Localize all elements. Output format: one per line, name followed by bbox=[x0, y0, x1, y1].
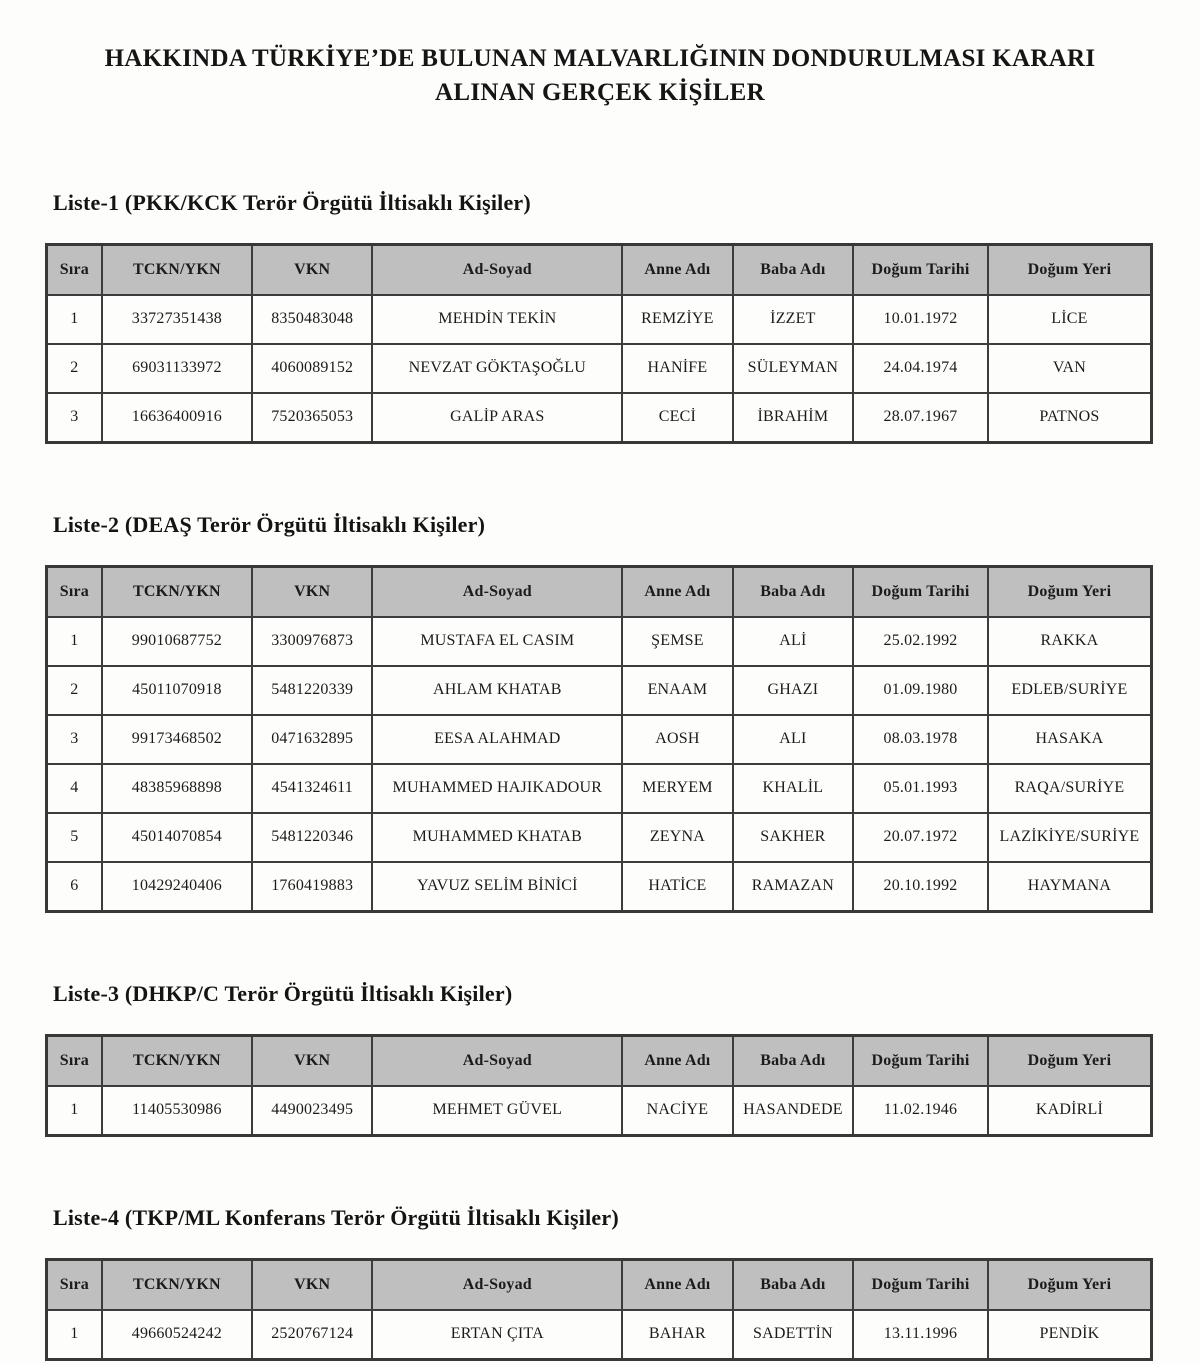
cell: 28.07.1967 bbox=[853, 393, 988, 443]
cell: 24.04.1974 bbox=[853, 344, 988, 393]
column-header: Baba Adı bbox=[733, 1259, 853, 1310]
list-heading-1: Liste-1 (PKK/KCK Terör Örgütü İltisaklı Kişiler) bbox=[53, 189, 531, 215]
column-header: Doğum Tarihi bbox=[853, 1259, 988, 1310]
cell: 4541324611 bbox=[252, 764, 372, 813]
cell: PENDİK bbox=[988, 1310, 1152, 1360]
cell: RAKKA bbox=[988, 617, 1152, 666]
column-header: Sıra bbox=[47, 1259, 102, 1310]
cell: 2520767124 bbox=[252, 1310, 372, 1360]
cell: 10.01.1972 bbox=[853, 295, 988, 344]
cell: 11405530986 bbox=[102, 1086, 252, 1136]
cell: 1 bbox=[47, 617, 102, 666]
cell: CECİ bbox=[622, 393, 733, 443]
persons-table-3 bbox=[45, 1034, 1153, 1137]
cell: 5481220346 bbox=[252, 813, 372, 862]
cell: 45011070918 bbox=[102, 666, 252, 715]
cell: 08.03.1978 bbox=[853, 715, 988, 764]
table-row bbox=[47, 344, 1152, 393]
cell: 1 bbox=[47, 1086, 102, 1136]
cell: NEVZAT GÖKTAŞOĞLU bbox=[372, 344, 622, 393]
cell: AOSH bbox=[622, 715, 733, 764]
cell: PATNOS bbox=[988, 393, 1152, 443]
cell: 3 bbox=[47, 393, 102, 443]
table-row bbox=[47, 862, 1152, 912]
header-row bbox=[47, 1259, 1152, 1310]
cell: MEHDİN TEKİN bbox=[372, 295, 622, 344]
cell: 7520365053 bbox=[252, 393, 372, 443]
cell: KADİRLİ bbox=[988, 1086, 1152, 1136]
cell: AHLAM KHATAB bbox=[372, 666, 622, 715]
cell: 1760419883 bbox=[252, 862, 372, 912]
column-header: Baba Adı bbox=[733, 566, 853, 617]
page-title-line2: ALINAN GERÇEK KİŞİLER bbox=[435, 78, 765, 106]
cell: 11.02.1946 bbox=[853, 1086, 988, 1136]
column-header: Anne Adı bbox=[622, 566, 733, 617]
cell: 5481220339 bbox=[252, 666, 372, 715]
cell: 25.02.1992 bbox=[853, 617, 988, 666]
cell: 01.09.1980 bbox=[853, 666, 988, 715]
cell: 99010687752 bbox=[102, 617, 252, 666]
column-header: Anne Adı bbox=[622, 1259, 733, 1310]
table-row bbox=[47, 1310, 1152, 1360]
persons-table-4 bbox=[45, 1258, 1153, 1361]
cell: 0471632895 bbox=[252, 715, 372, 764]
cell: 1 bbox=[47, 295, 102, 344]
cell: 69031133972 bbox=[102, 344, 252, 393]
column-header: TCKN/YKN bbox=[102, 244, 252, 295]
cell: SADETTİN bbox=[733, 1310, 853, 1360]
column-header: Baba Adı bbox=[733, 1035, 853, 1086]
cell: LAZİKİYE/SURİYE bbox=[988, 813, 1152, 862]
table-row bbox=[47, 295, 1152, 344]
cell: 5 bbox=[47, 813, 102, 862]
column-header: TCKN/YKN bbox=[102, 566, 252, 617]
list-heading-3: Liste-3 (DHKP/C Terör Örgütü İltisaklı Kişiler) bbox=[53, 980, 513, 1006]
cell: HAYMANA bbox=[988, 862, 1152, 912]
cell: MUHAMMED HAJIKADOUR bbox=[372, 764, 622, 813]
cell: 48385968898 bbox=[102, 764, 252, 813]
table-row bbox=[47, 764, 1152, 813]
column-header: VKN bbox=[252, 1259, 372, 1310]
cell: HASAKA bbox=[988, 715, 1152, 764]
column-header: Sıra bbox=[47, 566, 102, 617]
cell: KHALİL bbox=[733, 764, 853, 813]
column-header: Doğum Tarihi bbox=[853, 244, 988, 295]
header-row bbox=[47, 566, 1152, 617]
cell: VAN bbox=[988, 344, 1152, 393]
table-row bbox=[47, 715, 1152, 764]
document-header bbox=[45, 42, 1155, 110]
cell: İBRAHİM bbox=[733, 393, 853, 443]
column-header: VKN bbox=[252, 1035, 372, 1086]
cell: 4 bbox=[47, 764, 102, 813]
cell: 2 bbox=[47, 344, 102, 393]
cell: ALİ bbox=[733, 617, 853, 666]
cell: 3300976873 bbox=[252, 617, 372, 666]
cell: 8350483048 bbox=[252, 295, 372, 344]
cell: İZZET bbox=[733, 295, 853, 344]
cell: 4060089152 bbox=[252, 344, 372, 393]
cell: 2 bbox=[47, 666, 102, 715]
cell: NACİYE bbox=[622, 1086, 733, 1136]
column-header: Sıra bbox=[47, 244, 102, 295]
column-header: Doğum Yeri bbox=[988, 1035, 1152, 1086]
column-header: Baba Adı bbox=[733, 244, 853, 295]
cell: 20.07.1972 bbox=[853, 813, 988, 862]
list-heading-2: Liste-2 (DEAŞ Terör Örgütü İltisaklı Kişiler) bbox=[53, 511, 486, 537]
list-section-1 bbox=[45, 190, 1155, 444]
cell: 45014070854 bbox=[102, 813, 252, 862]
cell: ALI bbox=[733, 715, 853, 764]
cell: ERTAN ÇITA bbox=[372, 1310, 622, 1360]
cell: ENAAM bbox=[622, 666, 733, 715]
cell: 1 bbox=[47, 1310, 102, 1360]
list-section-4 bbox=[45, 1205, 1155, 1361]
lists-container bbox=[45, 190, 1155, 1361]
cell: BAHAR bbox=[622, 1310, 733, 1360]
column-header: Doğum Yeri bbox=[988, 244, 1152, 295]
cell: 49660524242 bbox=[102, 1310, 252, 1360]
cell: YAVUZ SELİM BİNİCİ bbox=[372, 862, 622, 912]
cell: 4490023495 bbox=[252, 1086, 372, 1136]
cell: 16636400916 bbox=[102, 393, 252, 443]
cell: RAQA/SURİYE bbox=[988, 764, 1152, 813]
cell: REMZİYE bbox=[622, 295, 733, 344]
column-header: Doğum Tarihi bbox=[853, 1035, 988, 1086]
cell: EESA ALAHMAD bbox=[372, 715, 622, 764]
cell: EDLEB/SURİYE bbox=[988, 666, 1152, 715]
cell: 6 bbox=[47, 862, 102, 912]
table-row bbox=[47, 393, 1152, 443]
column-header: Anne Adı bbox=[622, 1035, 733, 1086]
cell: SÜLEYMAN bbox=[733, 344, 853, 393]
cell: MUSTAFA EL CASIM bbox=[372, 617, 622, 666]
column-header: Sıra bbox=[47, 1035, 102, 1086]
table-row bbox=[47, 617, 1152, 666]
list-section-2 bbox=[45, 512, 1155, 913]
column-header: Ad-Soyad bbox=[372, 566, 622, 617]
cell: 3 bbox=[47, 715, 102, 764]
cell: 13.11.1996 bbox=[853, 1310, 988, 1360]
cell: ZEYNA bbox=[622, 813, 733, 862]
cell: 20.10.1992 bbox=[853, 862, 988, 912]
column-header: Doğum Yeri bbox=[988, 1259, 1152, 1310]
cell: MEHMET GÜVEL bbox=[372, 1086, 622, 1136]
table-row bbox=[47, 666, 1152, 715]
column-header: Ad-Soyad bbox=[372, 244, 622, 295]
cell: RAMAZAN bbox=[733, 862, 853, 912]
column-header: Ad-Soyad bbox=[372, 1259, 622, 1310]
cell: GHAZI bbox=[733, 666, 853, 715]
cell: ŞEMSE bbox=[622, 617, 733, 666]
page-title bbox=[101, 42, 1100, 110]
column-header: VKN bbox=[252, 566, 372, 617]
cell: HASANDEDE bbox=[733, 1086, 853, 1136]
column-header: TCKN/YKN bbox=[102, 1035, 252, 1086]
cell: MUHAMMED KHATAB bbox=[372, 813, 622, 862]
cell: 99173468502 bbox=[102, 715, 252, 764]
cell: LİCE bbox=[988, 295, 1152, 344]
column-header: Anne Adı bbox=[622, 244, 733, 295]
cell: MERYEM bbox=[622, 764, 733, 813]
column-header: Doğum Yeri bbox=[988, 566, 1152, 617]
cell: SAKHER bbox=[733, 813, 853, 862]
cell: HATİCE bbox=[622, 862, 733, 912]
header-row bbox=[47, 244, 1152, 295]
column-header: VKN bbox=[252, 244, 372, 295]
cell: HANİFE bbox=[622, 344, 733, 393]
cell: 05.01.1993 bbox=[853, 764, 988, 813]
column-header: Doğum Tarihi bbox=[853, 566, 988, 617]
list-heading-4: Liste-4 (TKP/ML Konferans Terör Örgütü İltisaklı Kişiler) bbox=[53, 1204, 619, 1230]
header-row bbox=[47, 1035, 1152, 1086]
page-title-line1: HAKKINDA TÜRKİYE’DE BULUNAN MALVARLIĞININ DONDURULMASI KARARI bbox=[104, 45, 1096, 72]
persons-table-2 bbox=[45, 565, 1153, 913]
table-row bbox=[47, 1086, 1152, 1136]
cell: 33727351438 bbox=[102, 295, 252, 344]
column-header: Ad-Soyad bbox=[372, 1035, 622, 1086]
persons-table-1 bbox=[45, 243, 1153, 444]
cell: GALİP ARAS bbox=[372, 393, 622, 443]
list-section-3 bbox=[45, 981, 1155, 1137]
cell: 10429240406 bbox=[102, 862, 252, 912]
column-header: TCKN/YKN bbox=[102, 1259, 252, 1310]
table-row bbox=[47, 813, 1152, 862]
